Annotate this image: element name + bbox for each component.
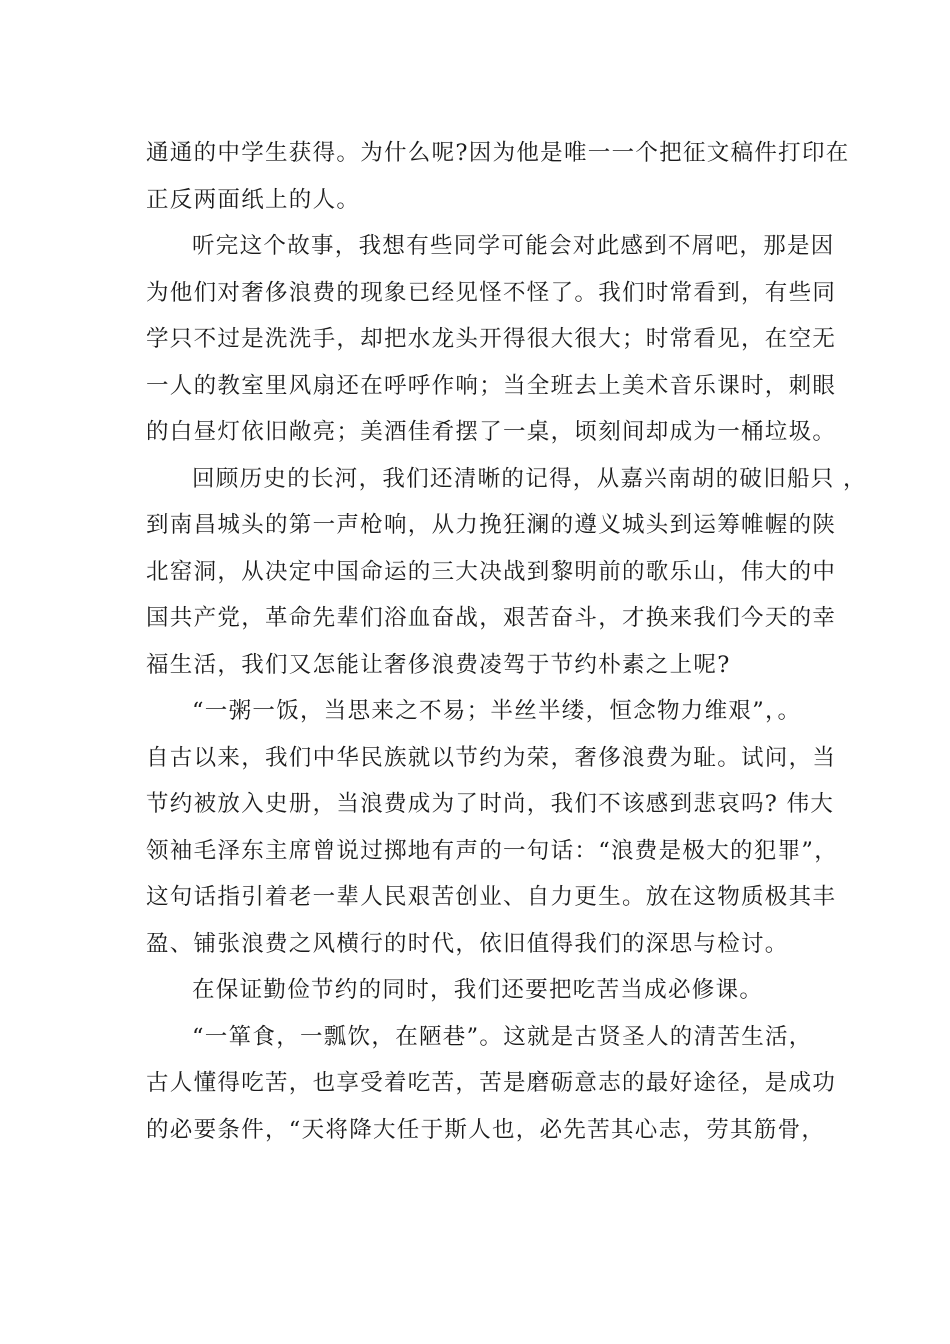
- text-line: 正反两面纸上的人。: [146, 186, 361, 213]
- text-line: 的必要条件，“天将降大任于斯人也，必先苦其心志，劳其筋骨，: [146, 1116, 826, 1143]
- text-line: 国共产党，革命先辈们浴血奋战，艰苦奋斗，才换来我们今天的幸: [146, 605, 837, 631]
- text-line: 北窑洞，从决定中国命运的三大决战到黎明前的歌乐山，伟大的中: [146, 558, 837, 585]
- text-line: 通通的中学生获得。为什么呢?因为他是唯一一个把征文稿件打印在: [146, 140, 850, 166]
- text-line: 为他们对奢侈浪费的现象已经见怪不怪了。我们时常看到，有些同: [146, 279, 837, 306]
- text-line: 的白昼灯依旧敞亮；美酒佳肴摆了一桌，顷刻间却成为一桶垃圾。: [146, 419, 837, 445]
- paragraph-start-line: “一箪食，一瓢饮，在陋巷”。这就是古贤圣人的清苦生活，: [192, 1023, 813, 1050]
- paragraph-start-line: 回顾历史的长河，我们还清晰的记得，从嘉兴南胡的破旧船只 ，: [192, 465, 867, 492]
- text-line: 福生活，我们又怎能让奢侈浪费凌驾于节约朴素之上呢?: [146, 651, 731, 678]
- text-line: 盈、铺张浪费之风横行的时代，依旧值得我们的深思与检讨。: [146, 930, 789, 957]
- body-text: [146, 130, 867, 1153]
- text-line: 自古以来，我们中华民族就以节约为荣，奢侈浪费为耻。试问，当: [146, 744, 837, 771]
- text-line: 一人的教室里风扇还在呼呼作响；当全班去上美术音乐课时，刺眼: [146, 372, 837, 399]
- text-line: 节约被放入史册，当浪费成为了时尚，我们不该感到悲哀吗? 伟大: [146, 791, 835, 817]
- text-line: 古人懂得吃苦，也享受着吃苦，苦是磨砺意志的最好途径，是成功: [146, 1070, 837, 1096]
- text-line: 这句话指引着老一辈人民艰苦创业、自力更生。放在这物质极其丰: [146, 884, 837, 910]
- paragraph-start-line: 在保证勤俭节约的同时，我们还要把吃苦当成必修课。: [192, 977, 764, 1003]
- paragraph-start-line: “一粥一饭，当思来之不易；半丝半缕，恒念物力维艰”，。: [192, 698, 802, 724]
- text-line: 到南昌城头的第一声枪响，从力挽狂澜的遵义城头到运筹帷幄的陕: [146, 512, 837, 538]
- text-line: 领袖毛泽东主席曾说过掷地有声的一句话：“浪费是极大的犯罪”，: [146, 837, 839, 864]
- paragraph-start-line: 听完这个故事，我想有些同学可能会对此感到不屑吧，那是因: [192, 233, 835, 259]
- text-line: 学只不过是洗洗手，却把水龙头开得很大很大；时常看见，在空无: [146, 326, 837, 352]
